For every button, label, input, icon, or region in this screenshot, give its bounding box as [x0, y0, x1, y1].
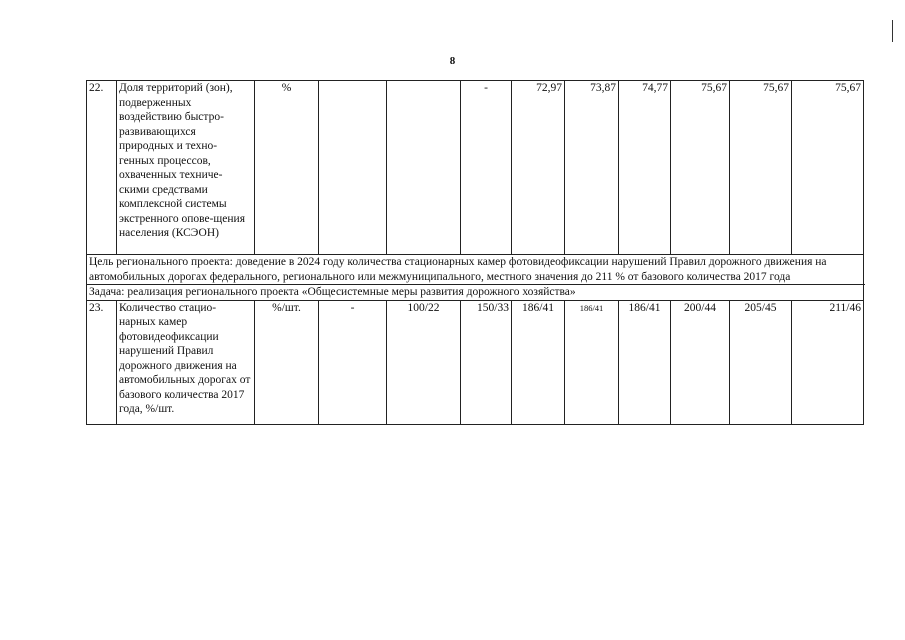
task-text: Задача: реализация регионального проекта «Общесистемные меры развития дорожного хозяйства» [87, 285, 864, 301]
value-cell [387, 81, 461, 255]
row-number: 23. [87, 300, 117, 424]
page-number: 8 [449, 55, 456, 67]
value-cell [319, 81, 387, 255]
row-number: 22. [87, 81, 117, 255]
indicators-table [86, 80, 864, 425]
value-cell: - [319, 300, 387, 424]
indicator-name: Доля территорий (зон), подверженных воздействию быстро-развивающихся природных и техно-генных процессов, охваченных техниче-скими средствами комплексной системы экстренного опове-щения населения (КСЭОН) [117, 81, 255, 255]
value-cell: 200/44 [671, 300, 730, 424]
value-cell: 75,67 [671, 81, 730, 255]
value-cell: 75,67 [730, 81, 792, 255]
value-cell: 150/33 [461, 300, 512, 424]
goal-text: Цель регионального проекта: доведение в 2024 году количества стационарных камер фотовидеофиксации нарушений Правил дорожного движения на автомобильных дорогах федерального, регионального или межмуниципального, местного значения до 211 % от базового количества 2017 года [87, 255, 864, 285]
value-cell: 186/41 [619, 300, 671, 424]
margin-line [892, 20, 893, 42]
value-cell: 73,87 [565, 81, 619, 255]
value-cell: 74,77 [619, 81, 671, 255]
unit-cell: % [255, 81, 319, 255]
unit-cell: %/шт. [255, 300, 319, 424]
value-cell: 186/41 [565, 300, 619, 424]
table-row-23 [87, 300, 864, 424]
value-cell: 186/41 [512, 300, 565, 424]
value-cell: 100/22 [387, 300, 461, 424]
task-row [87, 285, 864, 301]
table-row-22 [87, 81, 864, 255]
indicator-name: Количество стацио-нарных камер фотовидеофиксации нарушений Правил дорожного движения на автомобильных дорогах от базового количества 2017 года, %/шт. [117, 300, 255, 424]
goal-row [87, 255, 864, 285]
value-cell: 211/46 [792, 300, 864, 424]
value-cell: 75,67 [792, 81, 864, 255]
value-cell: 205/45 [730, 300, 792, 424]
value-cell: 72,97 [512, 81, 565, 255]
value-cell: - [461, 81, 512, 255]
